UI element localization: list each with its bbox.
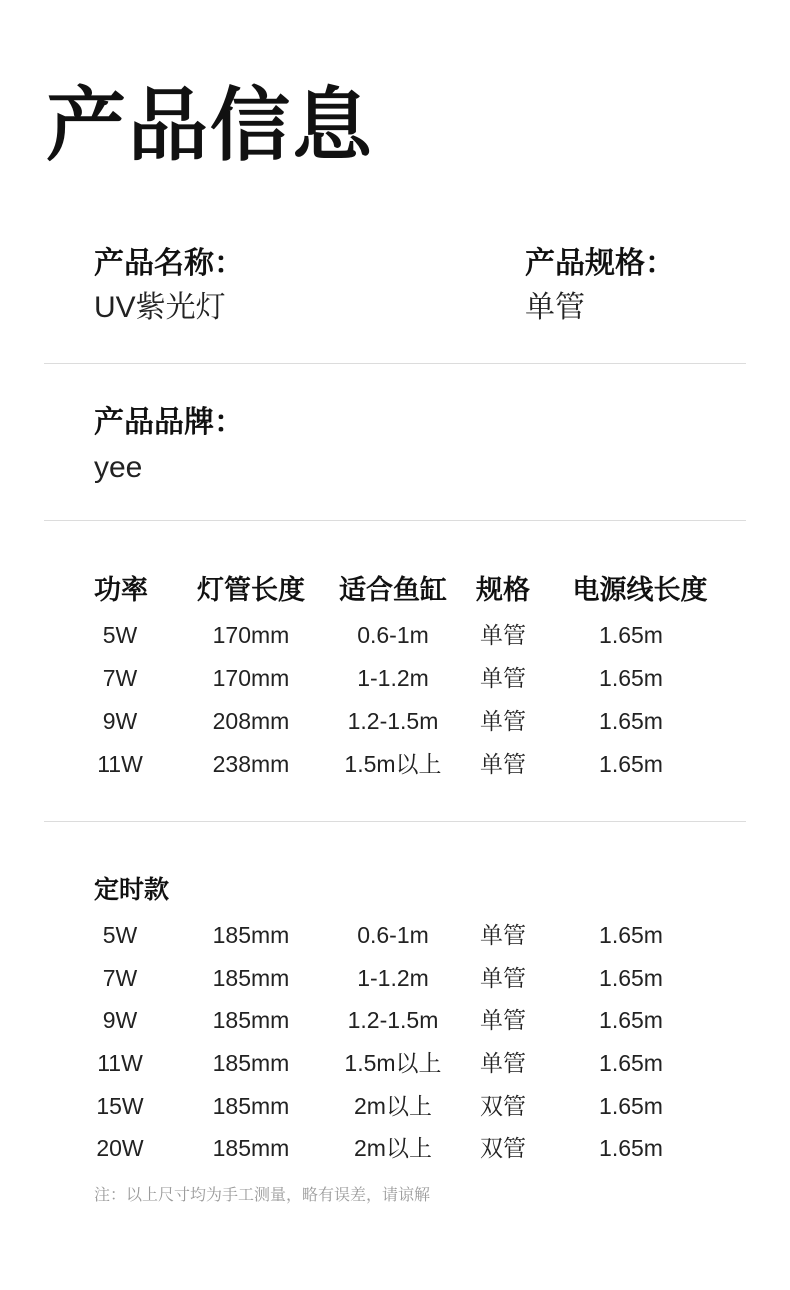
table-row (0, 1127, 790, 1169)
cell-tank-size: 0.6-1m (357, 622, 429, 648)
cell-cord-length: 1.65m (599, 1093, 663, 1119)
cell-cord-length: 1.65m (599, 622, 663, 648)
cell-power: 15W (96, 1093, 144, 1119)
table-row (0, 700, 790, 742)
cell-spec: 单管 (480, 922, 526, 948)
cell-tube-length: 185mm (212, 922, 290, 948)
cell-tank-size: 0.6-1m (357, 922, 429, 948)
cell-tank-size: 1.2-1.5m (347, 708, 439, 734)
cell-tube-length: 185mm (212, 1007, 290, 1033)
cell-tube-length: 185mm (212, 965, 290, 991)
cell-cord-length: 1.65m (599, 665, 663, 691)
cell-tank-size: 1.2-1.5m (347, 1007, 439, 1033)
cell-power: 7W (102, 965, 138, 991)
cell-tube-length: 170mm (212, 665, 290, 691)
cell-power: 9W (102, 1007, 138, 1033)
cell-spec: 单管 (480, 622, 526, 648)
product-brand-label: 产品品牌： (94, 406, 244, 439)
cell-power: 11W (97, 751, 143, 777)
cell-cord-length: 1.65m (599, 751, 663, 777)
cell-power: 7W (102, 665, 138, 691)
cell-spec: 单管 (480, 965, 526, 991)
cell-cord-length: 1.65m (599, 708, 663, 734)
cell-tank-size: 1.5m以上 (344, 751, 442, 777)
cell-power: 9W (102, 708, 138, 734)
cell-spec: 单管 (480, 751, 526, 777)
cell-tube-length: 185mm (212, 1093, 290, 1119)
header-tube-length: 灯管长度 (197, 575, 305, 605)
table-row (0, 614, 790, 656)
header-cord-length: 电源线长度 (572, 575, 708, 605)
table-row (0, 743, 790, 785)
cell-cord-length: 1.65m (599, 1050, 663, 1076)
footnote: 注：以上尺寸均为手工测量，略有误差，请谅解 (94, 1187, 431, 1204)
cell-spec: 双管 (480, 1135, 526, 1161)
cell-cord-length: 1.65m (599, 1135, 663, 1161)
cell-tank-size: 1.5m以上 (344, 1050, 442, 1076)
table-row (0, 1085, 790, 1127)
page-title: 产品信息 (46, 81, 374, 170)
cell-tube-length: 208mm (212, 708, 290, 734)
header-tank-size: 适合鱼缸 (339, 575, 447, 605)
table-row (0, 957, 790, 999)
cell-power: 5W (102, 622, 138, 648)
cell-tank-size: 1-1.2m (357, 965, 429, 991)
cell-tube-length: 238mm (212, 751, 290, 777)
cell-tank-size: 2m以上 (354, 1135, 432, 1161)
divider (44, 520, 746, 521)
cell-power: 11W (97, 1050, 143, 1076)
table-row (0, 657, 790, 699)
cell-tube-length: 185mm (212, 1050, 290, 1076)
cell-power: 20W (96, 1135, 144, 1161)
cell-tank-size: 1-1.2m (357, 665, 429, 691)
cell-spec: 单管 (480, 708, 526, 734)
header-spec: 规格 (476, 575, 530, 605)
divider (44, 821, 746, 822)
cell-power: 5W (102, 922, 138, 948)
product-name-value: UV紫光灯 (94, 291, 226, 324)
table-row (0, 1042, 790, 1084)
cell-spec: 单管 (480, 1007, 526, 1033)
table-row (0, 999, 790, 1041)
table-row (0, 914, 790, 956)
cell-tube-length: 185mm (212, 1135, 290, 1161)
cell-cord-length: 1.65m (599, 965, 663, 991)
divider (44, 363, 746, 364)
cell-tank-size: 2m以上 (354, 1093, 432, 1119)
header-power: 功率 (94, 575, 148, 605)
cell-spec: 单管 (480, 665, 526, 691)
product-spec-label: 产品规格： (525, 247, 675, 280)
cell-spec: 双管 (480, 1093, 526, 1119)
product-spec-value: 单管 (525, 291, 585, 324)
product-brand-value: yee (94, 451, 143, 484)
cell-cord-length: 1.65m (599, 1007, 663, 1033)
timer-section-title: 定时款 (94, 876, 170, 904)
cell-tube-length: 170mm (212, 622, 290, 648)
product-name-label: 产品名称： (94, 247, 244, 280)
cell-cord-length: 1.65m (599, 922, 663, 948)
cell-spec: 单管 (480, 1050, 526, 1076)
